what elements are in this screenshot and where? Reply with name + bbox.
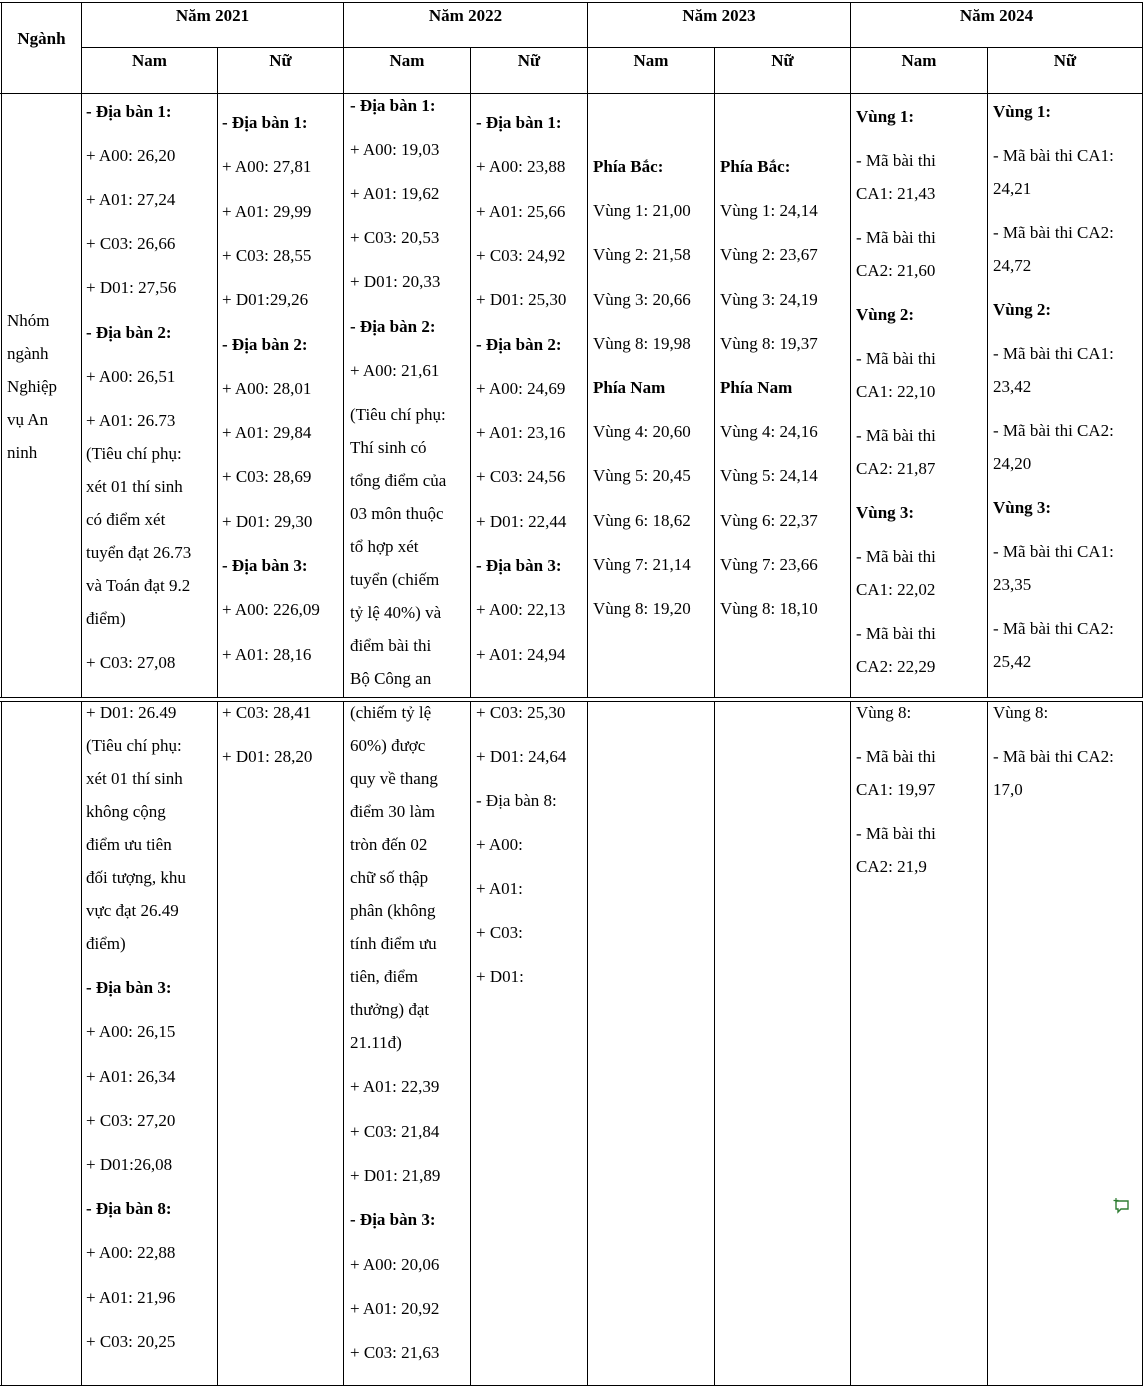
score-line: và Toán đạt 9.2: [86, 575, 191, 595]
score-line: + A01: 28,16: [222, 644, 312, 664]
header-gender-2024-nu: Nữ: [1053, 51, 1077, 70]
score-line: (Tiêu chí phụ:: [86, 443, 182, 463]
score-line: 17,0: [993, 780, 1023, 799]
section-heading: Vùng 2:: [856, 305, 915, 324]
score-line: + C03: 21,63: [350, 1343, 440, 1363]
score-line: tuyển đạt 26.73: [86, 542, 192, 562]
vline: [850, 701, 851, 1386]
score-line: (Tiêu chí phụ:: [350, 404, 446, 424]
score-line: + D01:: [476, 967, 524, 986]
score-line: điểm bài thi: [350, 635, 432, 655]
score-line: điểm 30 làm: [350, 802, 435, 821]
score-line: + A00: 27,81: [222, 157, 312, 177]
score-line: Vùng 4: 24,16: [720, 422, 818, 442]
score-line: Vùng 3: 20,66: [593, 289, 691, 309]
score-line: - Mã bài thi: [856, 228, 936, 247]
score-line: CA1: 21,43: [856, 184, 936, 203]
score-line: - Mã bài thi: [856, 547, 936, 566]
section-heading: Phía Nam: [593, 378, 666, 397]
score-line: + C03: 21,84: [350, 1121, 440, 1141]
score-line: + D01: 22,44: [476, 511, 567, 531]
score-line: + A00: 20,06: [350, 1254, 440, 1274]
score-line: Vùng 5: 24,14: [720, 466, 818, 486]
score-line: không cộng: [86, 802, 166, 821]
section-heading: Phía Nam: [720, 378, 793, 397]
score-line: Vùng 8: 19,98: [593, 333, 691, 353]
score-line: Vùng 8:: [993, 703, 1049, 722]
score-line: điểm): [86, 934, 126, 953]
score-line: 03 môn thuộc: [350, 503, 444, 523]
header-year-2022: Năm 2022: [428, 6, 503, 25]
score-line: - Mã bài thi CA2:: [993, 747, 1114, 766]
score-line: tổ hợp xét: [350, 536, 419, 556]
add-comment-icon[interactable]: [1113, 1197, 1131, 1215]
page-break-border-top: [0, 697, 1143, 698]
score-line: + C03: 24,92: [476, 245, 566, 265]
score-line: + A00: 26,20: [86, 146, 176, 166]
score-line: Vùng 1: 21,00: [593, 201, 691, 221]
score-line: Vùng 5: 20,45: [593, 466, 691, 486]
score-line: điểm ưu tiên: [86, 835, 172, 854]
score-line: + C03: 20,25: [86, 1331, 176, 1351]
section-heading: Phía Bắc:: [593, 157, 664, 176]
score-line: Vùng 6: 18,62: [593, 510, 691, 530]
score-line: Vùng 6: 22,37: [720, 510, 818, 530]
score-line: CA2: 21,87: [856, 459, 936, 478]
score-line: + D01: 27,56: [86, 278, 177, 298]
score-line: - Mã bài thi: [856, 349, 936, 368]
nganh-line: vụ An: [7, 410, 49, 429]
vline: [217, 701, 218, 1386]
score-line: Vùng 2: 21,58: [593, 245, 691, 265]
score-line: + A00:: [476, 835, 523, 854]
section-heading: - Địa bàn 1:: [350, 96, 436, 115]
vline: [217, 93, 218, 698]
score-line: + C03: 24,56: [476, 467, 566, 487]
score-line: tiên, điểm: [350, 967, 418, 986]
score-line: + A00: 19,03: [350, 140, 440, 160]
header-gender-2024-nam: Nam: [901, 51, 937, 70]
vline: [987, 701, 988, 1386]
score-line: chữ số thập: [350, 868, 429, 887]
nganh-cell: [7, 304, 77, 469]
score-line: + C03: 28,69: [222, 467, 312, 487]
vline: [343, 93, 344, 698]
score-line: Thí sinh có: [350, 437, 427, 457]
vline: [850, 93, 851, 698]
score-line: CA2: 21,60: [856, 261, 936, 280]
score-line: quy về thang: [350, 769, 438, 788]
score-line: + C03: 26,66: [86, 234, 176, 254]
score-line: Vùng 2: 23,67: [720, 245, 818, 265]
section-heading: Vùng 2:: [993, 300, 1052, 319]
score-line: + D01: 20,33: [350, 272, 441, 292]
section-heading: - Địa bàn 2:: [350, 316, 436, 336]
score-line: CA1: 22,10: [856, 382, 936, 401]
section-heading: - Địa bàn 2:: [222, 334, 308, 354]
header-year-2024: Năm 2024: [959, 6, 1034, 25]
score-line: + D01:29,26: [222, 290, 309, 310]
score-line: Vùng 3: 24,19: [720, 289, 818, 309]
score-line: vực đạt 26.49: [86, 901, 179, 920]
header-nganh: Ngành: [17, 29, 66, 48]
section-heading: Vùng 1:: [856, 107, 915, 126]
score-line: 24,21: [993, 179, 1032, 198]
score-line: Vùng 8:: [856, 703, 912, 722]
score-line: phân (không: [350, 901, 436, 920]
score-line: + C03: 20,53: [350, 228, 440, 248]
nganh-line: Nhóm: [7, 311, 50, 330]
vline: [714, 701, 715, 1386]
score-line: - Mã bài thi: [856, 151, 936, 170]
score-line: - Mã bài thi: [856, 747, 936, 766]
score-line: CA2: 21,9: [856, 857, 927, 876]
section-heading: - Địa bàn 1:: [222, 113, 308, 132]
score-line: + A00: 226,09: [222, 600, 320, 620]
score-line: + C03: 28,41: [222, 703, 312, 722]
score-line: - Mã bài thi CA1:: [993, 344, 1114, 363]
score-line: CA2: 22,29: [856, 657, 936, 676]
score-line: + A00: 28,01: [222, 378, 312, 398]
section-heading: - Địa bàn 2:: [476, 334, 562, 354]
score-line: tính điểm ưu: [350, 934, 437, 953]
score-line: + A00: 24,69: [476, 378, 566, 398]
score-line: xét 01 thí sinh: [86, 476, 183, 496]
score-line: + A01: 23,16: [476, 423, 566, 443]
header-gender-2021-nu: Nữ: [269, 51, 292, 70]
vline: [587, 93, 588, 698]
year-header-divider: [81, 47, 1143, 48]
score-line: + A00: 21,61: [350, 360, 440, 380]
score-line: + D01: 25,30: [476, 290, 567, 310]
header-gender-2022-nam: Nam: [389, 51, 425, 70]
score-line: - Mã bài thi: [856, 824, 936, 843]
header-year-2023: Năm 2023: [682, 6, 756, 25]
score-line: + A01:: [476, 879, 523, 898]
score-line: + D01: 21,89: [350, 1165, 441, 1185]
score-line: (chiếm tỷ lệ: [350, 703, 432, 722]
section-heading: - Địa bàn 1:: [476, 113, 562, 132]
vline: [81, 93, 82, 698]
score-line: 21.11đ): [350, 1033, 402, 1052]
table-border-top: [0, 2, 1143, 3]
score-line: tổng điểm của: [350, 470, 447, 490]
section-heading: - Địa bàn 3:: [86, 978, 172, 998]
score-line: 24,20: [993, 454, 1032, 473]
score-line: 25,42: [993, 652, 1032, 671]
score-line: Vùng 4: 20,60: [593, 422, 691, 442]
section-heading: - Địa bàn 1:: [86, 102, 172, 121]
score-line: + D01: 28,20: [222, 747, 313, 766]
header-gender-2023-nu: Nữ: [771, 51, 794, 70]
header-gender-2021-nam: Nam: [132, 51, 167, 70]
score-line: 23,42: [993, 377, 1032, 396]
vline: [714, 93, 715, 698]
score-line: có điểm xét: [86, 509, 166, 529]
header-year-2021: Năm 2021: [175, 6, 250, 25]
score-line: + A00: 26,51: [86, 366, 176, 386]
score-line: tuyển (chiếm: [350, 569, 440, 589]
score-line: + A00: 23,88: [476, 157, 566, 177]
score-line: + C03: 27,20: [86, 1110, 176, 1130]
score-line: tỷ lệ 40%) và: [350, 602, 442, 622]
score-line: - Mã bài thi: [856, 624, 936, 643]
score-line: 24,72: [993, 256, 1032, 275]
score-line: + D01: 29,30: [222, 511, 313, 531]
score-line: + A01: 24,94: [476, 644, 566, 664]
nganh-line: Nghiệp: [7, 377, 58, 396]
score-line: tròn đến 02: [350, 835, 428, 854]
score-line: Vùng 8: 19,20: [593, 599, 691, 618]
score-line: Vùng 8: 18,10: [720, 599, 818, 618]
vline: [470, 93, 471, 698]
score-line: + D01: 26.49: [86, 703, 177, 722]
vline: [1, 93, 2, 698]
score-line: - Mã bài thi: [856, 426, 936, 445]
score-line: + C03: 28,55: [222, 245, 312, 265]
score-line: - Mã bài thi CA2:: [993, 223, 1114, 242]
section-heading: - Địa bàn 8:: [86, 1199, 172, 1219]
score-line: CA1: 19,97: [856, 780, 936, 799]
score-line: - Mã bài thi CA1:: [993, 542, 1114, 561]
score-line: - Mã bài thi CA1:: [993, 146, 1114, 165]
score-line: + A00: 22,88: [86, 1243, 176, 1263]
score-line: + A00: 26,15: [86, 1022, 176, 1042]
vline: [1, 701, 2, 1386]
score-line: - Mã bài thi CA2:: [993, 421, 1114, 440]
header-gender-2023-nam: Nam: [633, 51, 669, 70]
score-line: Bộ Công an: [350, 668, 432, 688]
score-line: + A01: 26.73: [86, 410, 176, 430]
score-line: + A01: 19,62: [350, 184, 440, 204]
score-line: Vùng 8: 19,37: [720, 333, 818, 353]
score-line: + A01: 21,96: [86, 1287, 176, 1307]
score-line: CA1: 22,02: [856, 580, 936, 599]
score-line: + A01: 27,24: [86, 190, 176, 210]
vline: [587, 701, 588, 1386]
table-border-bottom: [0, 1385, 1143, 1386]
score-line: + A01: 20,92: [350, 1298, 440, 1318]
score-line: 23,35: [993, 575, 1032, 594]
score-line: + C03:: [476, 923, 523, 942]
score-line: + A01: 25,66: [476, 201, 566, 221]
score-line: + A01: 26,34: [86, 1066, 176, 1086]
score-line: + C03: 27,08: [86, 652, 176, 672]
score-line: + A00: 22,13: [476, 600, 566, 620]
section-heading: - Địa bàn 3:: [350, 1210, 436, 1230]
score-line: + A01: 22,39: [350, 1077, 440, 1097]
section-heading: - Địa bàn 3:: [222, 556, 308, 575]
score-line: điểm): [86, 608, 126, 628]
vline: [343, 701, 344, 1386]
score-line: + D01: 24,64: [476, 747, 567, 766]
score-line: + A01: 29,99: [222, 201, 312, 221]
header-bottom-border: [0, 93, 1143, 94]
nganh-line: ninh: [7, 443, 38, 462]
score-line: Vùng 1: 24,14: [720, 201, 818, 221]
nganh-line: ngành: [7, 344, 49, 363]
section-heading: - Địa bàn 2:: [86, 322, 172, 342]
score-line: thưởng) đạt: [350, 1000, 430, 1019]
section-heading: Vùng 3:: [993, 498, 1052, 517]
section-heading: - Địa bàn 3:: [476, 556, 562, 575]
score-line: - Địa bàn 8:: [476, 791, 557, 810]
score-line: + D01:26,08: [86, 1155, 173, 1174]
section-heading: Phía Bắc:: [720, 157, 791, 176]
vline: [470, 701, 471, 1386]
score-line: 60%) được: [350, 736, 426, 755]
section-heading: Vùng 1:: [993, 102, 1052, 121]
score-line: xét 01 thí sinh: [86, 769, 183, 788]
score-line: (Tiêu chí phụ:: [86, 736, 182, 755]
score-line: đối tượng, khu: [86, 868, 186, 887]
score-line: Vùng 7: 23,66: [720, 554, 818, 574]
vline: [987, 93, 988, 698]
score-line: - Mã bài thi CA2:: [993, 619, 1114, 638]
vline: [81, 701, 82, 1386]
section-heading: Vùng 3:: [856, 503, 915, 522]
score-line: + C03: 25,30: [476, 703, 566, 722]
score-line: Vùng 7: 21,14: [593, 554, 691, 574]
header-gender-2022-nu: Nữ: [517, 51, 541, 70]
score-line: + A01: 29,84: [222, 423, 312, 443]
